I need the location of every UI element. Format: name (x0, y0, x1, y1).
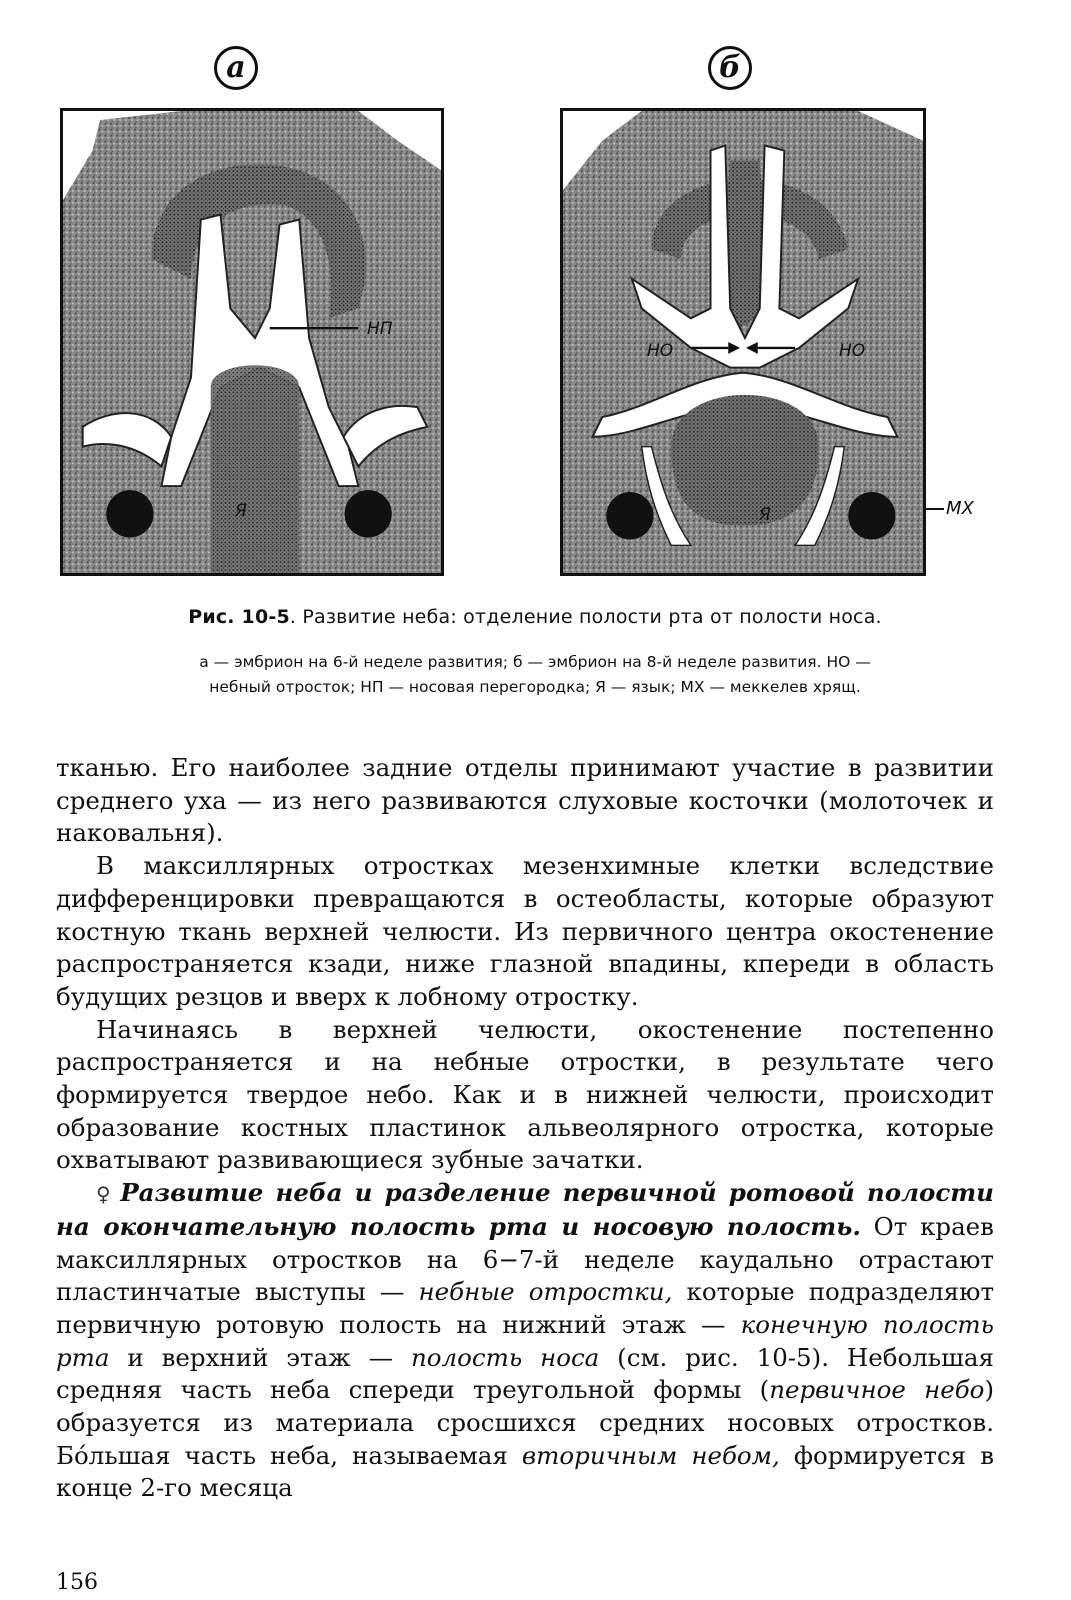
figure-caption-body (120, 650, 950, 700)
p4-text-2: которые подразделяют первичную ротовую полость на нижний этаж — (56, 1277, 995, 1339)
p4-text-6: формируется в конце 2-го месяца (56, 1440, 994, 1503)
p4-text-4: (см. рис. 10-5). Небольшая средняя часть неба спереди треугольной формы ( (56, 1342, 994, 1405)
term-secondary-palate: вторичным небом, (521, 1440, 780, 1470)
p4-text-3: и верхний этаж — (109, 1342, 412, 1372)
caption-line-2: небный отросток; НП — носовая перегородка; Я — язык; МХ — меккелев хрящ. (209, 678, 861, 696)
figure-number: Рис. 10-5 (188, 606, 290, 628)
term-final-oral-cavity: конечную полость рта (56, 1309, 994, 1372)
caption-line-1: а — эмбрион на 6-й неделе развития; б — эмбрион на 8-й неделе развития. НО — (199, 653, 871, 671)
label-mx: МХ (946, 498, 974, 519)
section-heading: Развитие неба и разделение первичной ротовой полости на окончательную полость рта и носовую полость. (56, 1178, 994, 1241)
label-no-right: НО (839, 341, 866, 361)
embryo-8-week-illustration (563, 111, 923, 573)
term-palatal-processes: небные отростки, (418, 1277, 673, 1307)
p4-text-1: От краев максиллярных отростков на 6−7-й неделе каудально отрастают пластинчатые выступы — (56, 1211, 994, 1307)
paragraph-1: тканью. Его наиболее задние отделы принимают участие в развитии среднего уха — из него развиваются слуховые косточки (молоточек и наковальня). (56, 753, 994, 848)
section-marker-icon: ♀ (96, 1182, 115, 1207)
term-nasal-cavity: полость носа (411, 1342, 600, 1372)
label-tongue-a: Я (235, 501, 247, 521)
term-primary-palate: первичное небо (769, 1375, 985, 1405)
figure-title: . Развитие неба: отделение полости рта от полости носа. (289, 606, 882, 628)
label-np: НП (367, 319, 393, 339)
main-text (56, 752, 994, 1505)
embryo-6-week-illustration (63, 111, 441, 573)
paragraph-2: В максиллярных отростках мезенхимные клетки вследствие дифференцировки превращаются в остеобласты, которые образуют костную ткань верхней челюсти. Из первичного центра окостенение распространяется кзади, ниже глазной впадины, кпереди в область будущих резцов и вверх к лобному отростку. (56, 851, 994, 1011)
label-no-left: НО (647, 341, 674, 361)
paragraph-4 (56, 1177, 994, 1505)
figure-panel-a (60, 108, 444, 576)
label-tongue-b: Я (759, 505, 771, 525)
mx-pointer-line (926, 508, 944, 510)
paragraph-3: Начинаясь в верхней челюсти, окостенение постепенно распространяется и на небные отростки, в результате чего формируется твердое небо. Как и в нижней челюсти, происходит образование костных пластинок альвеолярного отростка, которые охватывают развивающиеся зубные зачатки. (56, 1014, 994, 1175)
figure-panel-b (560, 108, 926, 576)
page-number: 156 (56, 1570, 98, 1595)
panel-a-label: а (214, 46, 258, 90)
figure-caption-title (60, 606, 1010, 628)
p4-text-5: ) образуется из материала сросшихся средних носовых отростков. Бóльшая часть неба, называемая (56, 1375, 994, 1470)
panel-b-label: б (708, 46, 752, 90)
